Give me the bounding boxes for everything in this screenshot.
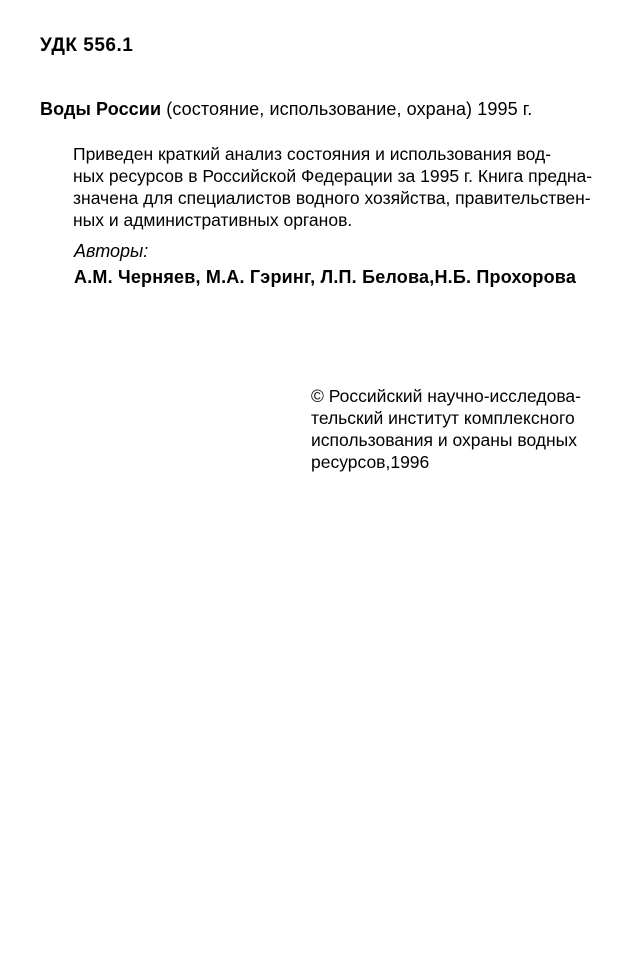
copyright-line-2: тельский институт комплексного: [311, 408, 575, 428]
udc-code: УДК 556.1: [40, 35, 134, 56]
abstract-line-1: Приведен краткий анализ состояния и использования вод-: [73, 144, 552, 164]
copyright-line-3: использования и охраны водных: [311, 430, 577, 450]
authors-list: А.М. Черняев, М.А. Гэринг, Л.П. Белова,Н.Б. Прохорова: [74, 267, 577, 287]
abstract-line-2: ных ресурсов в Российской Федерации за 1995 г. Книга предна-: [73, 166, 593, 186]
abstract-line-3: значена для специалистов водного хозяйства, правительствен-: [73, 188, 591, 208]
abstract-line-4: ных и административных органов.: [73, 210, 353, 230]
book-title: [40, 100, 532, 118]
book-title-main: Воды России: [40, 99, 162, 119]
book-title-rest: (состояние, использование, охрана) 1995 г.: [161, 99, 533, 119]
copyright-line-4: ресурсов,1996: [311, 452, 430, 472]
copyright-line-1: © Российский научно-исследова-: [311, 386, 581, 406]
authors-label: Авторы:: [74, 241, 149, 261]
